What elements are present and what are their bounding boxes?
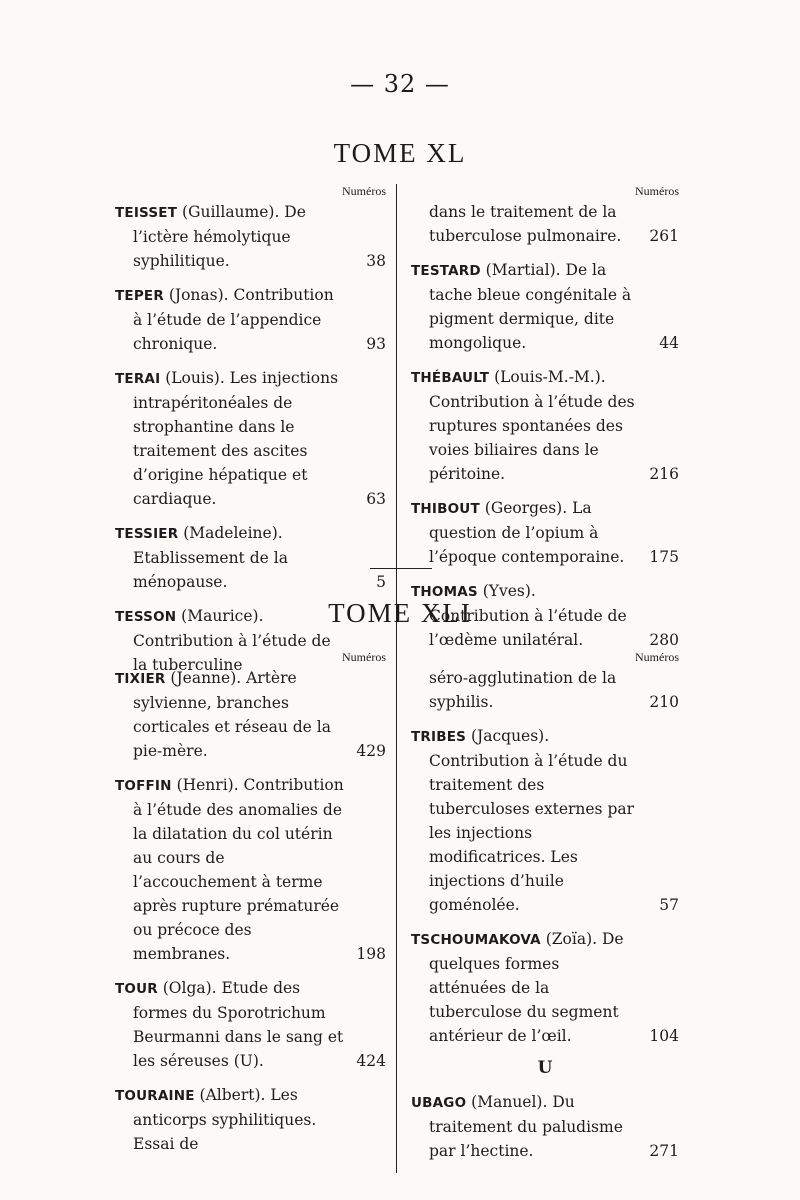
entry-text: (Martial). De la tache bleue congénitale à pigment dermique, dite mongolique. [429,261,632,352]
entry-text: (Guillaume). De l’ictère hémolytique syphilitique. [133,203,306,270]
entry-number: 271 [649,1142,679,1160]
numeros-header: Numéros [635,650,679,664]
index-entry [115,521,386,594]
index-entry [115,666,386,763]
entry-number: 210 [649,693,679,711]
tome-41-title: TOME XLI [328,598,472,628]
entry-number: 57 [659,896,679,914]
entry-number: 261 [649,227,679,245]
index-entry [411,365,679,486]
entry-text: (Louis). Les injections intrapéritonéales de strophantine dans le traitement des ascites d’origine hépatique et cardiaque. [133,369,339,508]
entry-number: 216 [649,465,679,483]
tome-41-left-column [115,650,397,1173]
author-name: TESSIER [115,526,184,542]
continuation-entry [411,666,679,714]
entry-number: 429 [356,742,386,760]
entry-number: 5 [376,573,386,591]
index-entry [115,976,386,1073]
entry-text: (Henri). Contribution à l’étude des anomalies de la dilatation du col utérin au cours de l’accouchement à terme après rupture prématurée ou précoce des membranes. [133,776,344,963]
entry-text: (Jacques). Contribution à l’étude du traitement des tuberculoses externes par les injections modificatrices. Les injections d’huile goménolée. [429,727,635,914]
author-name: TOUR [115,981,163,997]
index-entry [411,927,679,1048]
entry-text: (Georges). La question de l’opium à l’époque contemporaine. [429,499,625,566]
index-entry [115,366,386,511]
author-name: THOMAS [411,584,483,600]
section-divider [370,568,432,569]
author-name: TOFFIN [115,778,177,794]
entry-number: 280 [649,631,679,649]
author-name: UBAGO [411,1095,472,1111]
author-name: TEISSET [115,205,183,221]
tome-41-right-column [397,650,679,1173]
entry-number: 93 [366,335,386,353]
page-number: — 32 — [350,70,450,98]
author-name: TRIBES [411,729,471,745]
letter-heading-u: U [537,1058,553,1078]
author-name: TEPER [115,288,169,304]
entry-text: (Manuel). Du traitement du paludisme par l’hectine. [429,1093,623,1160]
entry-number: 63 [366,490,386,508]
index-entry [115,200,386,273]
tome-41-section [115,650,680,1173]
entry-number: 175 [649,548,679,566]
author-name: THÉBAULT [411,370,495,386]
entry-text: (Jeanne). Artère sylvienne, branches corticales et réseau de la pie-mère. [133,669,331,760]
entry-number: 198 [356,945,386,963]
index-entry [411,496,679,569]
entry-text: (Madeleine). Etablissement de la ménopause. [133,524,288,591]
tome-40-title: TOME XL [333,138,467,168]
numeros-header: Numéros [342,650,386,664]
index-entry [411,724,679,917]
author-name: TSCHOUMAKOVA [411,932,546,948]
entry-number: 38 [366,252,386,270]
entry-number: 104 [649,1027,679,1045]
entry-number: 44 [659,334,679,352]
continuation-entry [411,200,679,248]
index-entry [115,283,386,356]
author-name: TESSON [115,609,182,625]
entry-text: (Maurice). Contribution à l’étude de la tuberculine [133,607,331,674]
numeros-header: Numéros [342,184,386,198]
index-entry [115,1083,386,1156]
author-name: TOURAINE [115,1088,200,1104]
numeros-header: Numéros [635,184,679,198]
entry-text: (Olga). Etude des formes du Sporotrichum Beurmanni dans le sang et les séreuses (U). [133,979,344,1070]
index-entry [411,1090,679,1163]
author-name: TERAI [115,371,166,387]
index-entry [411,258,679,355]
entry-text: (Louis-M.-M.). Contribution à l’étude des ruptures spontanées des voies biliaires dans le péritoine. [429,368,635,483]
entry-number: 424 [356,1052,386,1070]
entry-text: dans le traitement de la tuberculose pulmonaire. [429,203,622,245]
entry-text: (Zoïa). De quelques formes atténuées de la tuberculose du segment antérieur de l’œil. [429,930,624,1045]
author-name: TESTARD [411,263,486,279]
author-name: THIBOUT [411,501,485,517]
entry-text: séro-agglutination de la syphilis. [429,669,617,711]
entry-text: (Yves). Contribution à l’étude de l’œdème unilatéral. [429,582,627,649]
entry-text: (Jonas). Contribution à l’étude de l’appendice chronique. [133,286,334,353]
index-entry [115,773,386,966]
entry-text: (Albert). Les anticorps syphilitiques. Essai de [133,1086,317,1153]
author-name: TIXIER [115,671,171,687]
